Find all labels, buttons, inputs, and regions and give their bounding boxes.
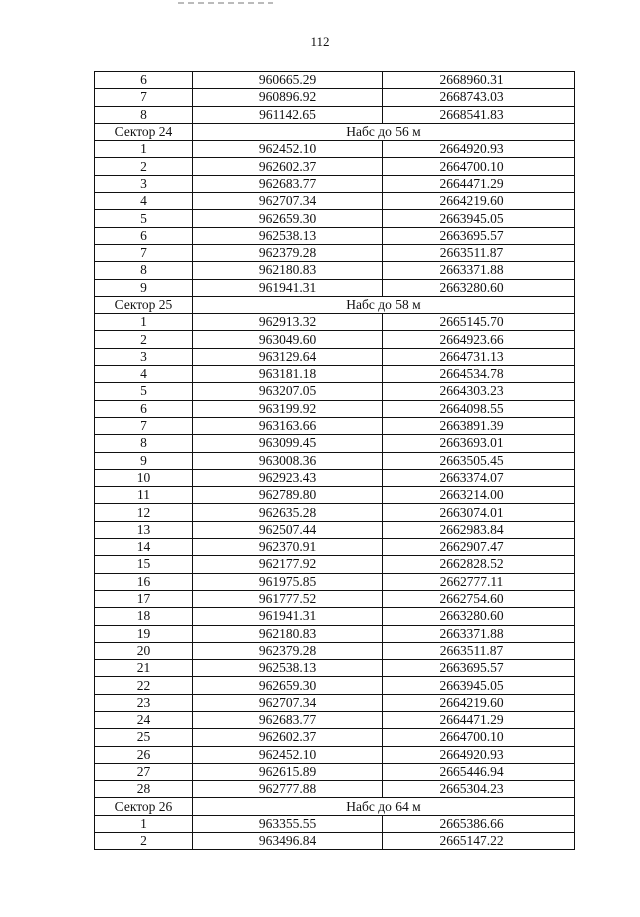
- y-coordinate-cell: 2664219.60: [383, 193, 575, 210]
- point-number-cell: 6: [95, 72, 193, 89]
- x-coordinate-cell: 962602.37: [193, 158, 383, 175]
- point-number-cell: 10: [95, 469, 193, 486]
- table-row: [95, 106, 575, 123]
- table-row: [95, 331, 575, 348]
- point-number-cell: 6: [95, 227, 193, 244]
- sector-header-row: [95, 123, 575, 140]
- sector-label: Сектор 24: [95, 123, 193, 140]
- y-coordinate-cell: 2664731.13: [383, 348, 575, 365]
- x-coordinate-cell: 961777.52: [193, 590, 383, 607]
- table-row: [95, 417, 575, 434]
- x-coordinate-cell: 963496.84: [193, 833, 383, 850]
- point-number-cell: 17: [95, 590, 193, 607]
- table-row: [95, 210, 575, 227]
- table-row: [95, 781, 575, 798]
- y-coordinate-cell: 2664471.29: [383, 711, 575, 728]
- table-row: [95, 366, 575, 383]
- y-coordinate-cell: 2665446.94: [383, 763, 575, 780]
- y-coordinate-cell: 2664303.23: [383, 383, 575, 400]
- point-number-cell: 28: [95, 781, 193, 798]
- y-coordinate-cell: 2662754.60: [383, 590, 575, 607]
- point-number-cell: 14: [95, 539, 193, 556]
- point-number-cell: 2: [95, 833, 193, 850]
- point-number-cell: 13: [95, 521, 193, 538]
- table-row: [95, 175, 575, 192]
- x-coordinate-cell: 963163.66: [193, 417, 383, 434]
- x-coordinate-cell: 962683.77: [193, 175, 383, 192]
- table-row: [95, 539, 575, 556]
- table-row: [95, 262, 575, 279]
- y-coordinate-cell: 2664700.10: [383, 158, 575, 175]
- sector-header-row: [95, 296, 575, 313]
- table-row: [95, 556, 575, 573]
- table-row: [95, 72, 575, 89]
- point-number-cell: 1: [95, 815, 193, 832]
- point-number-cell: 2: [95, 331, 193, 348]
- x-coordinate-cell: 962635.28: [193, 504, 383, 521]
- x-coordinate-cell: 962507.44: [193, 521, 383, 538]
- point-number-cell: 11: [95, 487, 193, 504]
- table-row: [95, 158, 575, 175]
- y-coordinate-cell: 2662828.52: [383, 556, 575, 573]
- y-coordinate-cell: 2665386.66: [383, 815, 575, 832]
- x-coordinate-cell: 962789.80: [193, 487, 383, 504]
- y-coordinate-cell: 2663891.39: [383, 417, 575, 434]
- point-number-cell: 3: [95, 348, 193, 365]
- x-coordinate-cell: 962923.43: [193, 469, 383, 486]
- x-coordinate-cell: 962452.10: [193, 746, 383, 763]
- point-number-cell: 8: [95, 435, 193, 452]
- point-number-cell: 12: [95, 504, 193, 521]
- coordinates-table: [94, 71, 575, 850]
- x-coordinate-cell: 962180.83: [193, 262, 383, 279]
- x-coordinate-cell: 963207.05: [193, 383, 383, 400]
- table-row: [95, 729, 575, 746]
- y-coordinate-cell: 2663505.45: [383, 452, 575, 469]
- y-coordinate-cell: 2664920.93: [383, 141, 575, 158]
- y-coordinate-cell: 2663280.60: [383, 279, 575, 296]
- x-coordinate-cell: 962452.10: [193, 141, 383, 158]
- x-coordinate-cell: 963008.36: [193, 452, 383, 469]
- y-coordinate-cell: 2664534.78: [383, 366, 575, 383]
- point-number-cell: 1: [95, 314, 193, 331]
- x-coordinate-cell: 962913.32: [193, 314, 383, 331]
- x-coordinate-cell: 961975.85: [193, 573, 383, 590]
- y-coordinate-cell: 2662983.84: [383, 521, 575, 538]
- table-row: [95, 504, 575, 521]
- x-coordinate-cell: 963129.64: [193, 348, 383, 365]
- point-number-cell: 27: [95, 763, 193, 780]
- y-coordinate-cell: 2664920.93: [383, 746, 575, 763]
- x-coordinate-cell: 962707.34: [193, 193, 383, 210]
- y-coordinate-cell: 2663693.01: [383, 435, 575, 452]
- point-number-cell: 16: [95, 573, 193, 590]
- x-coordinate-cell: 962683.77: [193, 711, 383, 728]
- table-row: [95, 642, 575, 659]
- y-coordinate-cell: 2663371.88: [383, 262, 575, 279]
- point-number-cell: 8: [95, 262, 193, 279]
- point-number-cell: 5: [95, 383, 193, 400]
- point-number-cell: 9: [95, 452, 193, 469]
- table-row: [95, 193, 575, 210]
- point-number-cell: 19: [95, 625, 193, 642]
- x-coordinate-cell: 962615.89: [193, 763, 383, 780]
- point-number-cell: 25: [95, 729, 193, 746]
- y-coordinate-cell: 2665304.23: [383, 781, 575, 798]
- table-row: [95, 746, 575, 763]
- sector-label: Сектор 26: [95, 798, 193, 815]
- table-row: [95, 694, 575, 711]
- table-row: [95, 314, 575, 331]
- point-number-cell: 2: [95, 158, 193, 175]
- y-coordinate-cell: 2668541.83: [383, 106, 575, 123]
- y-coordinate-cell: 2664098.55: [383, 400, 575, 417]
- x-coordinate-cell: 962659.30: [193, 210, 383, 227]
- y-coordinate-cell: 2668960.31: [383, 72, 575, 89]
- x-coordinate-cell: 962379.28: [193, 642, 383, 659]
- y-coordinate-cell: 2664219.60: [383, 694, 575, 711]
- table-row: [95, 383, 575, 400]
- point-number-cell: 3: [95, 175, 193, 192]
- x-coordinate-cell: 963355.55: [193, 815, 383, 832]
- table-row: [95, 677, 575, 694]
- point-number-cell: 21: [95, 660, 193, 677]
- table-row: [95, 763, 575, 780]
- table-row: [95, 833, 575, 850]
- y-coordinate-cell: 2663695.57: [383, 660, 575, 677]
- y-coordinate-cell: 2663511.87: [383, 642, 575, 659]
- y-coordinate-cell: 2663214.00: [383, 487, 575, 504]
- x-coordinate-cell: 961941.31: [193, 608, 383, 625]
- point-number-cell: 4: [95, 366, 193, 383]
- table-row: [95, 590, 575, 607]
- x-coordinate-cell: 962538.13: [193, 227, 383, 244]
- point-number-cell: 9: [95, 279, 193, 296]
- point-number-cell: 8: [95, 106, 193, 123]
- table-row: [95, 141, 575, 158]
- table-row: [95, 815, 575, 832]
- x-coordinate-cell: 963199.92: [193, 400, 383, 417]
- x-coordinate-cell: 962707.34: [193, 694, 383, 711]
- table-row: [95, 279, 575, 296]
- point-number-cell: 7: [95, 417, 193, 434]
- x-coordinate-cell: 962177.92: [193, 556, 383, 573]
- x-coordinate-cell: 962180.83: [193, 625, 383, 642]
- table-row: [95, 244, 575, 261]
- y-coordinate-cell: 2668743.03: [383, 89, 575, 106]
- table-row: [95, 608, 575, 625]
- table-row: [95, 435, 575, 452]
- y-coordinate-cell: 2665147.22: [383, 833, 575, 850]
- x-coordinate-cell: 962379.28: [193, 244, 383, 261]
- coordinates-table-body: [95, 72, 575, 850]
- table-row: [95, 711, 575, 728]
- table-row: [95, 469, 575, 486]
- table-row: [95, 521, 575, 538]
- point-number-cell: 1: [95, 141, 193, 158]
- table-row: [95, 348, 575, 365]
- x-coordinate-cell: 963099.45: [193, 435, 383, 452]
- table-row: [95, 89, 575, 106]
- point-number-cell: 22: [95, 677, 193, 694]
- sector-depth-label: Набс до 64 м: [193, 798, 575, 815]
- y-coordinate-cell: 2664700.10: [383, 729, 575, 746]
- y-coordinate-cell: 2663374.07: [383, 469, 575, 486]
- point-number-cell: 7: [95, 244, 193, 261]
- table-row: [95, 660, 575, 677]
- point-number-cell: 4: [95, 193, 193, 210]
- y-coordinate-cell: 2663511.87: [383, 244, 575, 261]
- y-coordinate-cell: 2663074.01: [383, 504, 575, 521]
- point-number-cell: 15: [95, 556, 193, 573]
- table-row: [95, 400, 575, 417]
- y-coordinate-cell: 2662907.47: [383, 539, 575, 556]
- sector-label: Сектор 25: [95, 296, 193, 313]
- y-coordinate-cell: 2664923.66: [383, 331, 575, 348]
- table-row: [95, 573, 575, 590]
- x-coordinate-cell: 961941.31: [193, 279, 383, 296]
- y-coordinate-cell: 2663945.05: [383, 677, 575, 694]
- y-coordinate-cell: 2663280.60: [383, 608, 575, 625]
- x-coordinate-cell: 960665.29: [193, 72, 383, 89]
- table-row: [95, 487, 575, 504]
- point-number-cell: 5: [95, 210, 193, 227]
- sector-depth-label: Набс до 58 м: [193, 296, 575, 313]
- x-coordinate-cell: 963181.18: [193, 366, 383, 383]
- y-coordinate-cell: 2663371.88: [383, 625, 575, 642]
- point-number-cell: 6: [95, 400, 193, 417]
- y-coordinate-cell: 2662777.11: [383, 573, 575, 590]
- point-number-cell: 7: [95, 89, 193, 106]
- x-coordinate-cell: 962538.13: [193, 660, 383, 677]
- x-coordinate-cell: 960896.92: [193, 89, 383, 106]
- point-number-cell: 24: [95, 711, 193, 728]
- point-number-cell: 26: [95, 746, 193, 763]
- y-coordinate-cell: 2663695.57: [383, 227, 575, 244]
- table-row: [95, 227, 575, 244]
- x-coordinate-cell: 961142.65: [193, 106, 383, 123]
- point-number-cell: 18: [95, 608, 193, 625]
- x-coordinate-cell: 962370.91: [193, 539, 383, 556]
- y-coordinate-cell: 2664471.29: [383, 175, 575, 192]
- y-coordinate-cell: 2665145.70: [383, 314, 575, 331]
- point-number-cell: 23: [95, 694, 193, 711]
- sector-depth-label: Набс до 56 м: [193, 123, 575, 140]
- y-coordinate-cell: 2663945.05: [383, 210, 575, 227]
- scan-artifact: [178, 2, 273, 4]
- table-row: [95, 452, 575, 469]
- sector-header-row: [95, 798, 575, 815]
- point-number-cell: 20: [95, 642, 193, 659]
- x-coordinate-cell: 962777.88: [193, 781, 383, 798]
- x-coordinate-cell: 962602.37: [193, 729, 383, 746]
- page-number: 112: [310, 34, 330, 49]
- table-row: [95, 625, 575, 642]
- x-coordinate-cell: 963049.60: [193, 331, 383, 348]
- x-coordinate-cell: 962659.30: [193, 677, 383, 694]
